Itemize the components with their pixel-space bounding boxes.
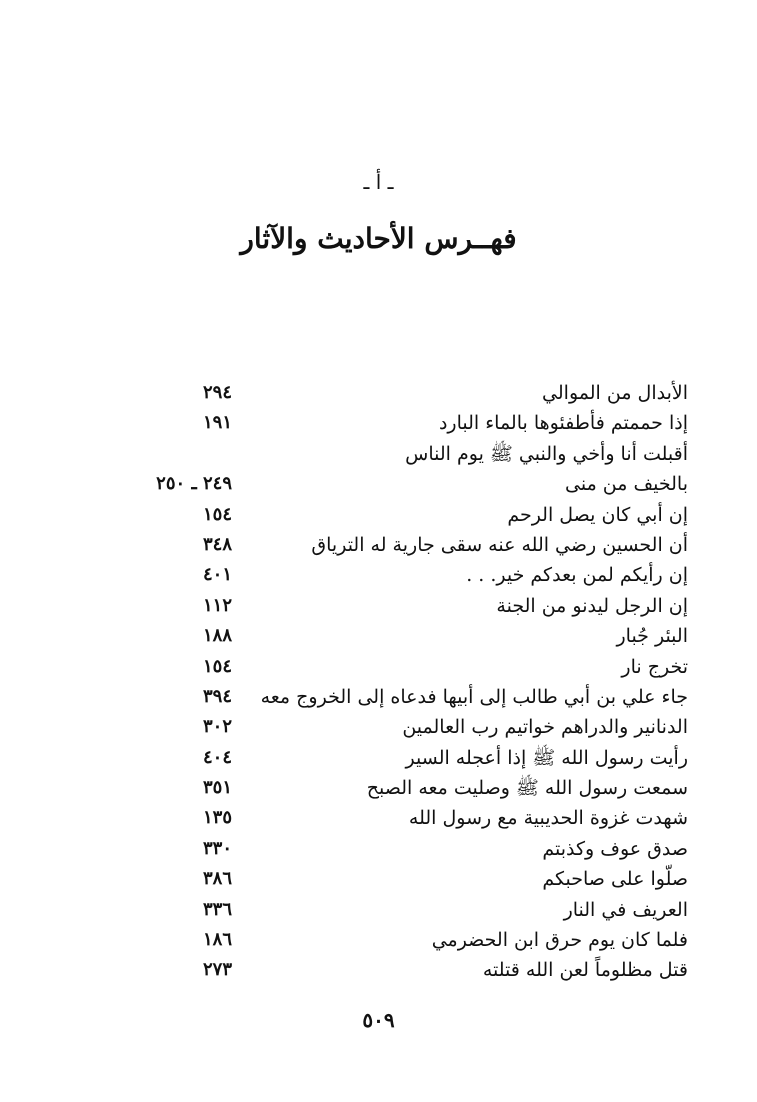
index-entry (140, 652, 688, 682)
entry-text: إن الرجل ليدنو من الجنة (496, 594, 688, 617)
entry-page-number: ١١٢ (202, 594, 232, 616)
entry-page-number: ٣٠٢ (202, 716, 232, 738)
entry-text: قتل مظلوماً لعن الله قتلته (482, 959, 688, 982)
entry-page-number: ٢٩٤ (202, 382, 232, 403)
index-entry (140, 682, 688, 712)
entry-text: أقبلت أنا وأخي والنبي ﷺ يوم الناس (405, 442, 688, 465)
entry-text: العريف في النار (563, 898, 688, 921)
entry-page-number: ٣٨٦ (202, 868, 232, 890)
entry-text: صدق عوف وكذبتم (542, 837, 688, 860)
entry-page-number: ٣٣٠ (202, 837, 232, 859)
entry-page-number: ١٣٥ (202, 807, 232, 829)
entry-page-number: ٣٤٨ (202, 533, 232, 555)
entry-text: بالخيف من منى (565, 473, 688, 496)
entry-text: تخرج نار (621, 655, 688, 678)
entry-text: إذا حممتم فأطفئوها بالماء البارد (438, 412, 688, 435)
section-letter-heading: ـ أ ـ (363, 170, 394, 194)
entry-text: البئر جُبار (616, 625, 688, 648)
entry-page-number: ١٨٦ (202, 929, 232, 951)
index-entry (140, 925, 688, 955)
entry-text: شهدت غزوة الحديبية مع رسول الله (408, 807, 688, 830)
index-entry (140, 560, 688, 590)
entry-text: سمعت رسول الله ﷺ وصليت معه الصبح (366, 777, 688, 800)
index-entry (140, 530, 688, 560)
entry-page-number: ٣٣٦ (202, 898, 232, 920)
entry-page-number: ٢٧٣ (202, 959, 232, 981)
index-entry (140, 803, 688, 833)
entry-page-number: ٤٠٤ (202, 746, 232, 768)
index-entry (140, 834, 688, 864)
index-entry (140, 712, 688, 742)
index-entry (140, 773, 688, 803)
page-title: فهــرس الأحاديث والآثار (240, 222, 517, 255)
entry-text: الأبدال من الموالي (542, 382, 688, 404)
index-entry (140, 621, 688, 651)
index-entry (140, 408, 688, 438)
index-entry (140, 955, 688, 985)
entry-page-number: ١٥٤ (202, 655, 232, 677)
entry-page-number: ١٨٨ (202, 625, 232, 647)
page-number-footer: ٥٠٩ (362, 1008, 395, 1032)
entry-page-number: ١٩١ (202, 412, 232, 434)
index-entry (140, 378, 688, 408)
hadith-index-list (140, 378, 688, 986)
index-entry (140, 743, 688, 773)
entry-text: رأيت رسول الله ﷺ إذا أعجله السير (405, 746, 688, 769)
index-entry (140, 864, 688, 894)
entry-text: فلما كان يوم حرق ابن الحضرمي (431, 929, 688, 952)
entry-text: جاء علي بن أبي طالب إلى أبيها فدعاه إلى الخروج معه (260, 685, 688, 708)
index-entry (140, 439, 688, 469)
entry-page-number: ٤٠١ (202, 564, 232, 586)
entry-page-number: ١٥٤ (202, 503, 232, 525)
index-entry (140, 895, 688, 925)
entry-page-number: ٣٩٤ (202, 685, 232, 707)
entry-page-number: ٣٥١ (202, 777, 232, 799)
entry-text: صلّوا على صاحبكم (542, 868, 688, 891)
entry-text: إن أبي كان يصل الرحم (507, 503, 688, 526)
index-entry (140, 469, 688, 499)
entry-page-number: ٢٤٩ ـ ٢٥٠ (156, 473, 232, 495)
index-entry (140, 500, 688, 530)
entry-text: إن رأيكم لمن بعدكم خير. . . (466, 564, 688, 587)
entry-text: الدنانير والدراهم خواتيم رب العالمين (402, 716, 688, 739)
entry-text: أن الحسين رضي الله عنه سقى جارية له الترياق (311, 533, 688, 556)
index-entry (140, 591, 688, 621)
